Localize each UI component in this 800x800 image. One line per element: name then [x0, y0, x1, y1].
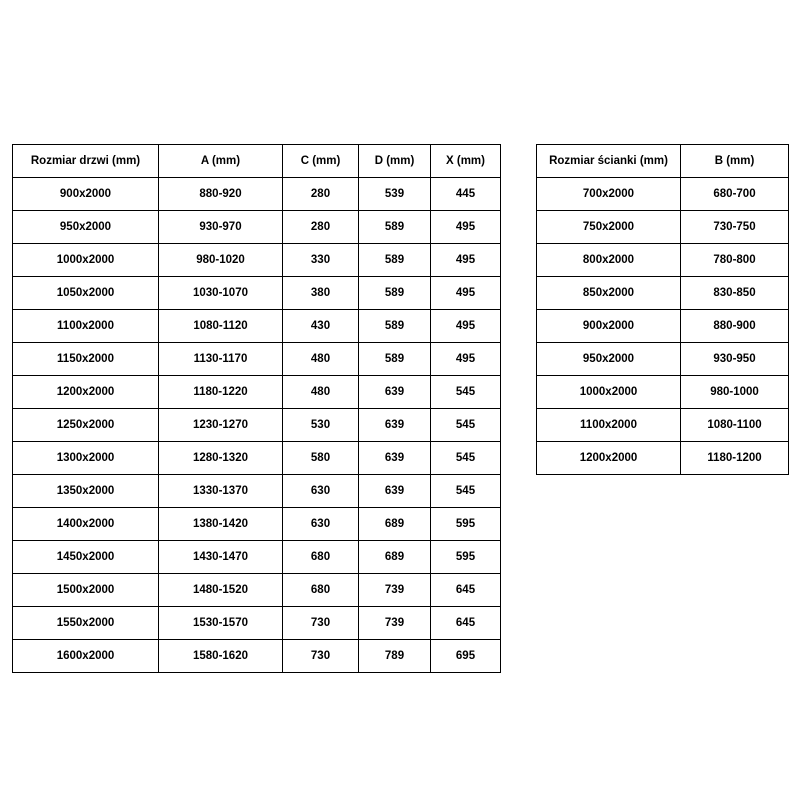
doors-table-cell: 1050x2000 — [13, 277, 159, 310]
table-row — [13, 310, 501, 343]
wall-table-cell: 930-950 — [681, 343, 789, 376]
column-header-b: B (mm) — [681, 145, 789, 178]
doors-table-cell: 580 — [283, 442, 359, 475]
column-header-x: X (mm) — [431, 145, 501, 178]
doors-table-cell: 1400x2000 — [13, 508, 159, 541]
doors-table-cell: 545 — [431, 475, 501, 508]
doors-table-body — [13, 178, 501, 673]
doors-table-cell: 1550x2000 — [13, 607, 159, 640]
doors-table-cell: 739 — [359, 574, 431, 607]
doors-table-cell: 630 — [283, 475, 359, 508]
doors-table-cell: 1150x2000 — [13, 343, 159, 376]
table-row — [13, 574, 501, 607]
wall-table-cell: 1100x2000 — [537, 409, 681, 442]
doors-table-cell: 639 — [359, 475, 431, 508]
table-row — [13, 475, 501, 508]
doors-table-cell: 639 — [359, 409, 431, 442]
doors-table-cell: 645 — [431, 607, 501, 640]
doors-dimensions-table — [12, 144, 501, 673]
column-header-d: D (mm) — [359, 145, 431, 178]
doors-table-cell: 1330-1370 — [159, 475, 283, 508]
wall-dimensions-table-container — [536, 144, 789, 475]
table-row — [537, 244, 789, 277]
doors-table-cell: 680 — [283, 574, 359, 607]
doors-table-cell: 330 — [283, 244, 359, 277]
wall-dimensions-table — [536, 144, 789, 475]
table-row — [13, 409, 501, 442]
doors-table-cell: 595 — [431, 508, 501, 541]
table-row — [13, 607, 501, 640]
table-row — [13, 244, 501, 277]
wall-table-body — [537, 178, 789, 475]
table-row — [537, 211, 789, 244]
doors-table-cell: 930-970 — [159, 211, 283, 244]
table-header-row — [537, 145, 789, 178]
table-row — [537, 178, 789, 211]
wall-table-cell: 750x2000 — [537, 211, 681, 244]
doors-table-cell: 1130-1170 — [159, 343, 283, 376]
column-header-c: C (mm) — [283, 145, 359, 178]
doors-table-cell: 789 — [359, 640, 431, 673]
table-header-row — [13, 145, 501, 178]
doors-table-cell: 495 — [431, 244, 501, 277]
wall-table-cell: 980-1000 — [681, 376, 789, 409]
table-row — [537, 277, 789, 310]
doors-table-cell: 1100x2000 — [13, 310, 159, 343]
doors-table-cell: 1300x2000 — [13, 442, 159, 475]
doors-table-cell: 280 — [283, 178, 359, 211]
doors-table-cell: 1180-1220 — [159, 376, 283, 409]
doors-table-cell: 545 — [431, 442, 501, 475]
table-row — [537, 310, 789, 343]
doors-table-cell: 545 — [431, 409, 501, 442]
doors-dimensions-table-container — [12, 144, 501, 673]
doors-table-cell: 1000x2000 — [13, 244, 159, 277]
doors-table-cell: 480 — [283, 376, 359, 409]
doors-table-cell: 630 — [283, 508, 359, 541]
column-header-door-size: Rozmiar drzwi (mm) — [13, 145, 159, 178]
table-row — [13, 442, 501, 475]
doors-table-cell: 680 — [283, 541, 359, 574]
doors-table-cell: 280 — [283, 211, 359, 244]
wall-table-cell: 680-700 — [681, 178, 789, 211]
doors-table-cell: 639 — [359, 442, 431, 475]
doors-table-cell: 380 — [283, 277, 359, 310]
doors-table-cell: 900x2000 — [13, 178, 159, 211]
doors-table-cell: 1450x2000 — [13, 541, 159, 574]
table-row — [13, 343, 501, 376]
doors-table-cell: 739 — [359, 607, 431, 640]
doors-table-cell: 1080-1120 — [159, 310, 283, 343]
doors-table-cell: 495 — [431, 310, 501, 343]
doors-table-cell: 589 — [359, 211, 431, 244]
doors-table-header — [13, 145, 501, 178]
table-row — [13, 178, 501, 211]
table-row — [537, 376, 789, 409]
wall-table-cell: 1200x2000 — [537, 442, 681, 475]
doors-table-cell: 730 — [283, 640, 359, 673]
doors-table-cell: 639 — [359, 376, 431, 409]
doors-table-cell: 589 — [359, 310, 431, 343]
doors-table-cell: 1600x2000 — [13, 640, 159, 673]
doors-table-cell: 589 — [359, 244, 431, 277]
doors-table-cell: 495 — [431, 343, 501, 376]
doors-table-cell: 1350x2000 — [13, 475, 159, 508]
doors-table-cell: 950x2000 — [13, 211, 159, 244]
doors-table-cell: 1500x2000 — [13, 574, 159, 607]
table-row — [13, 277, 501, 310]
doors-table-cell: 1280-1320 — [159, 442, 283, 475]
wall-table-cell: 830-850 — [681, 277, 789, 310]
doors-table-cell: 495 — [431, 277, 501, 310]
doors-table-cell: 430 — [283, 310, 359, 343]
doors-table-cell: 730 — [283, 607, 359, 640]
doors-table-cell: 595 — [431, 541, 501, 574]
table-row — [13, 376, 501, 409]
doors-table-cell: 1380-1420 — [159, 508, 283, 541]
table-row — [537, 343, 789, 376]
wall-table-cell: 1080-1100 — [681, 409, 789, 442]
doors-table-cell: 530 — [283, 409, 359, 442]
table-row — [13, 640, 501, 673]
doors-table-cell: 589 — [359, 277, 431, 310]
doors-table-cell: 1430-1470 — [159, 541, 283, 574]
column-header-wall-size: Rozmiar ścianki (mm) — [537, 145, 681, 178]
doors-table-cell: 445 — [431, 178, 501, 211]
table-row — [13, 211, 501, 244]
doors-table-cell: 1250x2000 — [13, 409, 159, 442]
wall-table-cell: 700x2000 — [537, 178, 681, 211]
wall-table-cell: 880-900 — [681, 310, 789, 343]
doors-table-cell: 495 — [431, 211, 501, 244]
wall-table-cell: 800x2000 — [537, 244, 681, 277]
wall-table-cell: 900x2000 — [537, 310, 681, 343]
doors-table-cell: 1030-1070 — [159, 277, 283, 310]
wall-table-cell: 1180-1200 — [681, 442, 789, 475]
doors-table-cell: 545 — [431, 376, 501, 409]
doors-table-cell: 689 — [359, 541, 431, 574]
doors-table-cell: 1480-1520 — [159, 574, 283, 607]
doors-table-cell: 480 — [283, 343, 359, 376]
table-row — [537, 409, 789, 442]
wall-table-cell: 950x2000 — [537, 343, 681, 376]
wall-table-header — [537, 145, 789, 178]
table-row — [13, 541, 501, 574]
table-row — [13, 508, 501, 541]
doors-table-cell: 695 — [431, 640, 501, 673]
doors-table-cell: 1530-1570 — [159, 607, 283, 640]
wall-table-cell: 1000x2000 — [537, 376, 681, 409]
wall-table-cell: 730-750 — [681, 211, 789, 244]
column-header-a: A (mm) — [159, 145, 283, 178]
table-row — [537, 442, 789, 475]
doors-table-cell: 880-920 — [159, 178, 283, 211]
wall-table-cell: 780-800 — [681, 244, 789, 277]
doors-table-cell: 1230-1270 — [159, 409, 283, 442]
doors-table-cell: 689 — [359, 508, 431, 541]
doors-table-cell: 980-1020 — [159, 244, 283, 277]
doors-table-cell: 589 — [359, 343, 431, 376]
doors-table-cell: 645 — [431, 574, 501, 607]
doors-table-cell: 1580-1620 — [159, 640, 283, 673]
doors-table-cell: 1200x2000 — [13, 376, 159, 409]
doors-table-cell: 539 — [359, 178, 431, 211]
wall-table-cell: 850x2000 — [537, 277, 681, 310]
